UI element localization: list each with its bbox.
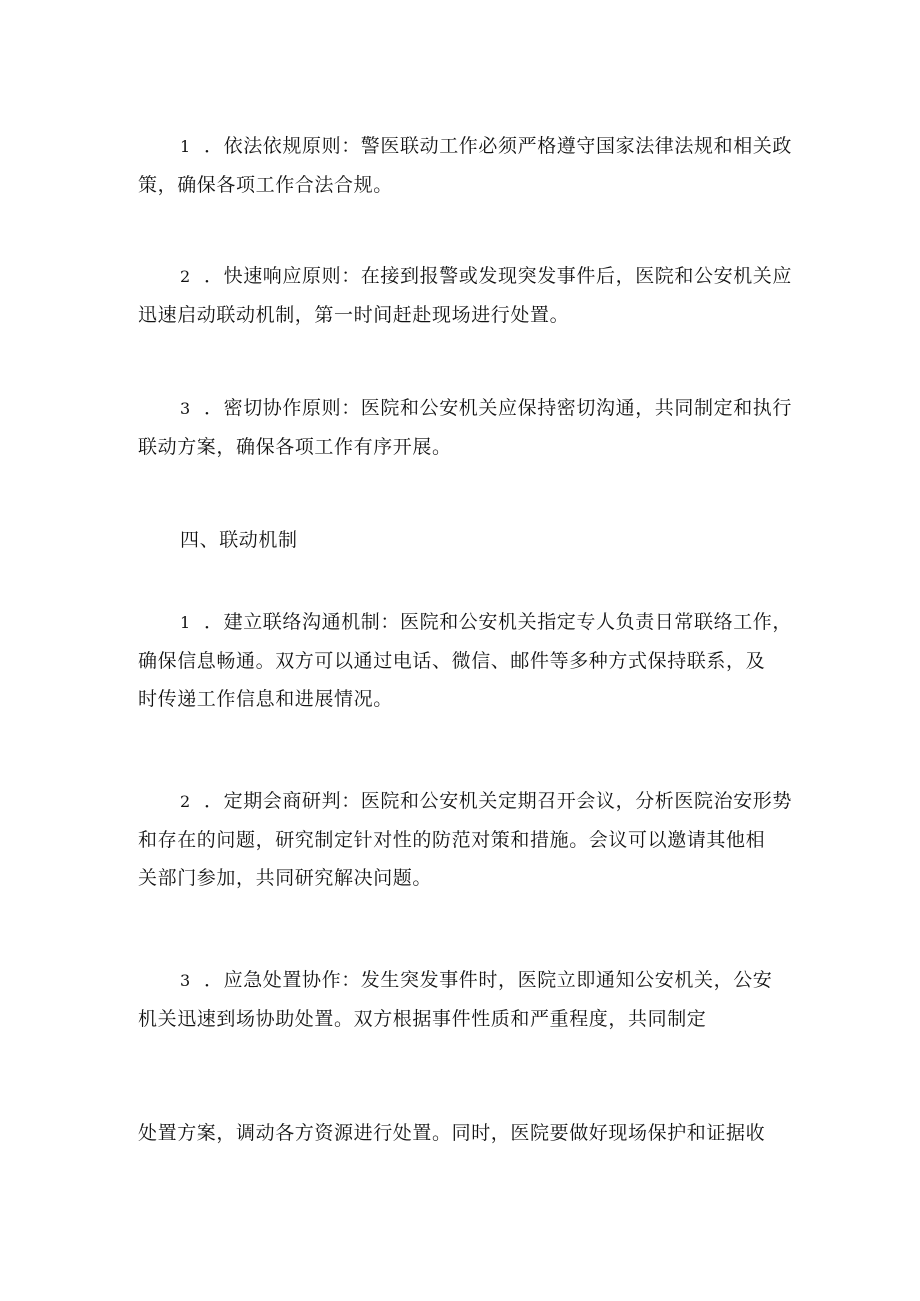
- paragraph-line: 策，确保各项工作合法合规。: [138, 174, 393, 196]
- list-number: 2: [180, 792, 191, 811]
- paragraph-text: ．建立联络沟通机制：医院和公安机关指定专人负责日常联络工作，: [204, 611, 793, 633]
- list-number: 3: [180, 971, 191, 990]
- paragraph-line: 联动方案，确保各项工作有序开展。: [138, 436, 452, 458]
- list-number: 1: [180, 613, 191, 632]
- list-number: 1: [180, 137, 191, 156]
- paragraph-line: [138, 389, 793, 428]
- paragraph-line: [138, 127, 793, 166]
- paragraph-text: ．依法依规原则：警医联动工作必须严格遵守国家法律法规和相关政: [204, 135, 793, 157]
- paragraph-text: ．定期会商研判：医院和公安机关定期召开会议，分析医院治安形势: [204, 790, 793, 812]
- paragraph-line: [138, 782, 793, 821]
- paragraph-line: 和存在的问题，研究制定针对性的防范对策和措施。会议可以邀请其他相: [138, 829, 766, 851]
- principle-3-paragraph: [138, 389, 793, 466]
- paragraph-line: 机关迅速到场协助处置。双方根据事件性质和严重程度，共同制定: [138, 1008, 707, 1030]
- paragraph-line: [138, 257, 793, 296]
- paragraph-text: ．密切协作原则：医院和公安机关应保持密切沟通，共同制定和执行: [204, 397, 793, 419]
- paragraph-line: [138, 961, 788, 1000]
- paragraph-line: 迅速启动联动机制，第一时间赶赴现场进行处置。: [138, 304, 570, 326]
- mechanism-3-paragraph: [138, 961, 788, 1038]
- paragraph-line: 时传递工作信息和进展情况。: [138, 688, 393, 710]
- mechanism-2-paragraph: [138, 782, 793, 897]
- paragraph-text: ．应急处置协作：发生突发事件时，医院立即通知公安机关，公安: [204, 969, 773, 991]
- list-number: 3: [180, 399, 191, 418]
- mechanism-1-paragraph: [138, 603, 793, 718]
- section-heading: 四、联动机制: [180, 529, 298, 551]
- paragraph-text: ．快速响应原则：在接到报警或发现突发事件后，医院和公安机关应: [204, 265, 793, 287]
- list-number: 2: [180, 267, 191, 286]
- principle-1-paragraph: [138, 127, 793, 204]
- paragraph-line: 处置方案，调动各方资源进行处置。同时，医院要做好现场保护和证据收: [138, 1122, 766, 1144]
- paragraph-line: 确保信息畅通。双方可以通过电话、微信、邮件等多种方式保持联系，及: [138, 650, 766, 672]
- continuation-paragraph: [138, 1114, 788, 1152]
- paragraph-line: 关部门参加，共同研究解决问题。: [138, 867, 433, 889]
- principle-2-paragraph: [138, 257, 793, 334]
- paragraph-line: [138, 603, 793, 642]
